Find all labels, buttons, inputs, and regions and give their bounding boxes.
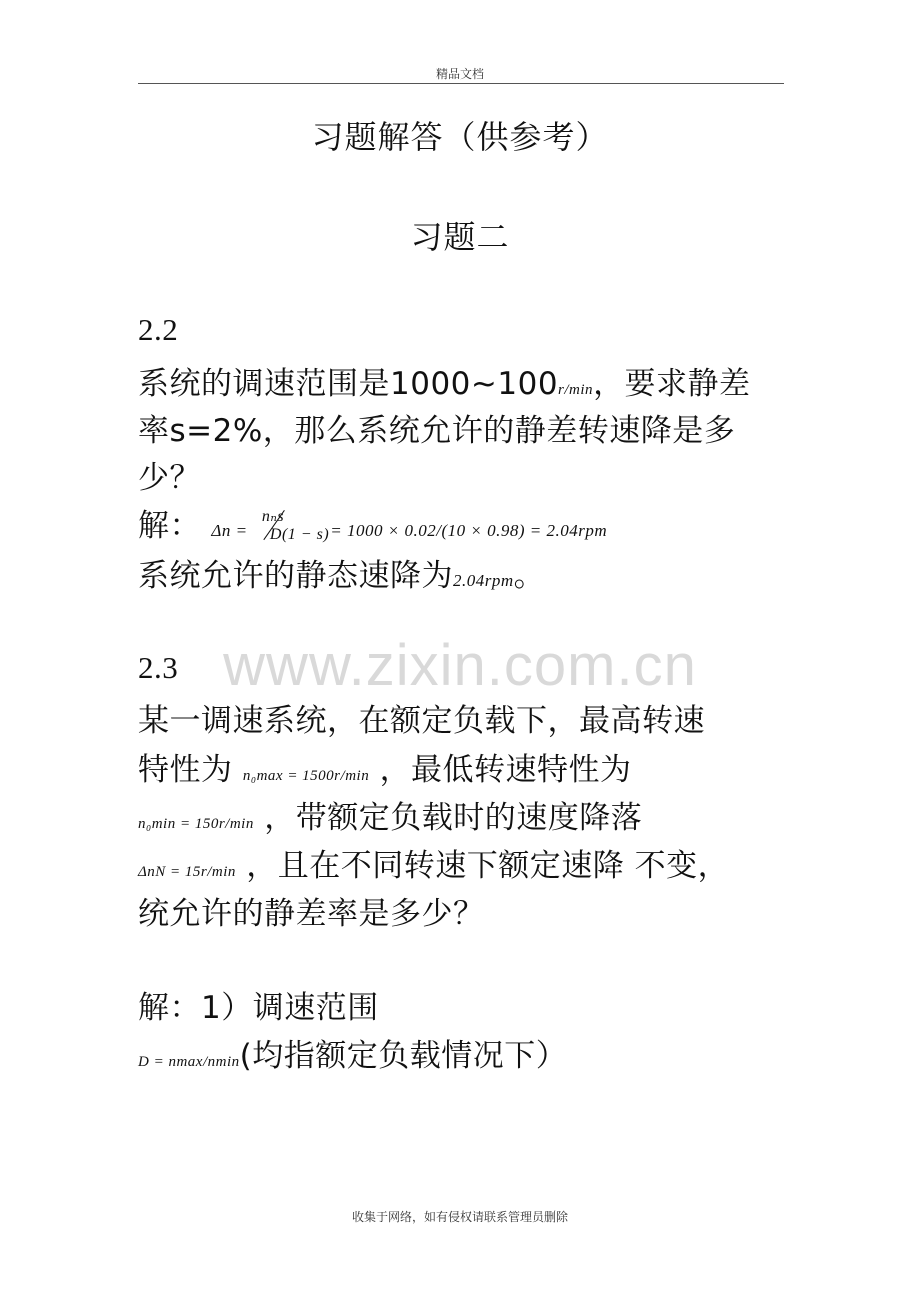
chapter-title: 习题二 (410, 218, 510, 256)
problem-2-2-line-1 (138, 358, 751, 403)
formula-rhs: = 1000 × 0.02/(10 × 0.98) = 2.04rpm (330, 521, 608, 540)
problem-2-3-line-1: 某一调速系统，在额定负载下，最高转速 (138, 703, 705, 739)
page-footer: 收集于网络，如有侵权请联系管理员删除 (351, 1210, 568, 1224)
answer-2-2 (138, 550, 545, 595)
problem-2-3-line-4 (138, 840, 729, 885)
question-text: 特性为 (138, 752, 233, 788)
problem-number-2-3: 2.3 (138, 650, 179, 685)
watermark: www.zixin.com.cn (223, 633, 697, 698)
question-text: ，带额定负载时的速度降落 (264, 800, 643, 836)
answer-text: 系统允许的静态速降为 (138, 558, 453, 594)
unit-rpm: r/min (558, 382, 594, 398)
question-text: ，要求静差 (593, 366, 751, 402)
problem-2-3-line-2 (138, 744, 632, 789)
document-title: 习题解答（供参考） (311, 118, 609, 156)
problem-2-3-line-3 (138, 792, 642, 837)
formula-numerator: nₙs (261, 508, 285, 525)
formula-n0min: n₀min = 150r/min (138, 816, 254, 832)
question-text: ，且在不同转速下额定速降 不变， (246, 848, 730, 884)
problem-2-3-line-5: 统允许的静差率是多少？ (138, 896, 485, 932)
formula-fraction (258, 508, 330, 550)
solution-2-3-line-2 (138, 1030, 567, 1075)
page-header: 精品文档 (435, 67, 484, 81)
answer-value: 2.04rpm (453, 571, 514, 590)
solution-note: (均指额定负载情况下） (239, 1038, 568, 1074)
formula-n0max: n₀max = 1500r/min (242, 768, 370, 784)
question-text: ，最低转速特性为 (379, 752, 632, 788)
formula-range-D: D = nmax/nmin (138, 1054, 240, 1070)
solution-2-3-line-1: 解：1）调速范围 (138, 990, 379, 1026)
formula-delta-nN: ΔnN = 15r/min (138, 864, 236, 880)
solution-2-2 (138, 500, 607, 550)
problem-number-2-2: 2.2 (138, 312, 179, 347)
answer-end: 。 (513, 558, 546, 594)
question-text: 系统的调速范围是1000~100 (138, 366, 559, 402)
solution-label: 解： (138, 508, 201, 544)
formula-denominator: D(1 − s) (269, 526, 330, 543)
formula-lhs: Δn = (211, 521, 248, 540)
header-divider (138, 83, 784, 84)
problem-2-2-line-2: 率s=2%，那么系统允许的静差转速降是多 (138, 413, 736, 449)
problem-2-2-line-3: 少？ (138, 460, 201, 496)
